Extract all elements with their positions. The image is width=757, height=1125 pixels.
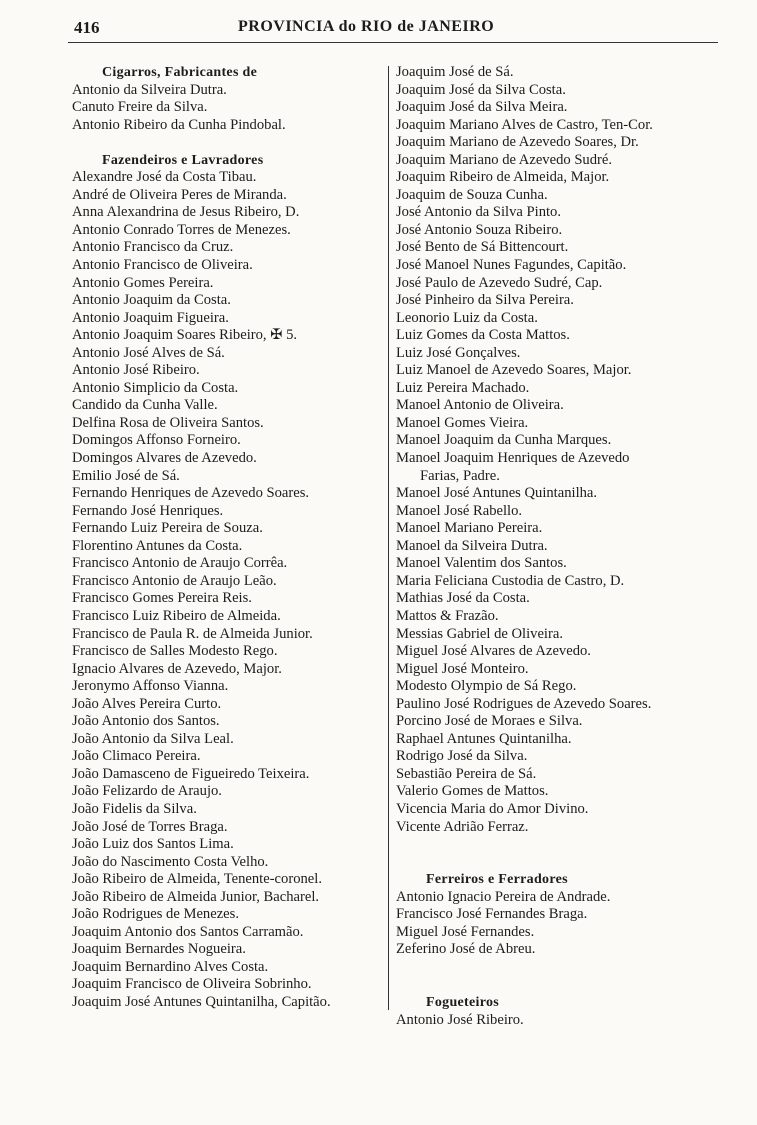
list-item: Raphael Antunes Quintanilha. — [396, 730, 572, 747]
list-item: José Manoel Nunes Fagundes, Capitão. — [396, 257, 627, 274]
list-item: João do Nascimento Costa Velho. — [72, 853, 269, 870]
list-item: Francisco de Paula R. de Almeida Junior. — [72, 625, 313, 642]
left-column — [72, 64, 386, 1012]
list-item: Joaquim Mariano de Azevedo Soares, Dr. — [396, 134, 639, 151]
list-item: Joaquim José Antunes Quintanilha, Capitão. — [72, 993, 331, 1010]
list-item: João Ribeiro de Almeida, Tenente-coronel. — [72, 871, 322, 888]
entry-list — [396, 1012, 714, 1030]
list-item: Joaquim Francisco de Oliveira Sobrinho. — [72, 976, 312, 993]
list-item: Antonio José Ribeiro. — [396, 1011, 524, 1028]
list-item: André de Oliveira Peres de Miranda. — [72, 186, 287, 203]
list-item: Delfina Rosa de Oliveira Santos. — [72, 414, 264, 431]
list-item: Jeronymo Affonso Vianna. — [72, 678, 229, 695]
list-item: Manoel Antonio de Oliveira. — [396, 397, 564, 414]
running-title: PROVINCIA do RIO de JANEIRO — [238, 18, 495, 35]
list-item: Fernando Henriques de Azevedo Soares. — [72, 485, 310, 502]
entry-list — [396, 485, 714, 836]
list-item: Florentino Antunes da Costa. — [72, 537, 243, 554]
list-item: Joaquim de Souza Cunha. — [396, 186, 548, 203]
list-item: João José de Torres Braga. — [72, 818, 228, 835]
list-item: João Luiz dos Santos Lima. — [72, 836, 234, 853]
section-heading: Fogueteiros — [426, 994, 500, 1010]
list-item: Mattos & Frazão. — [396, 607, 499, 624]
list-item: João Climaco Pereira. — [72, 748, 201, 765]
list-item: João Antonio da Silva Leal. — [72, 730, 234, 747]
list-item: Manoel Mariano Pereira. — [396, 520, 543, 537]
list-item: Antonio Francisco de Oliveira. — [72, 257, 253, 274]
spacer — [396, 854, 714, 872]
list-item: Ignacio Alvares de Azevedo, Major. — [72, 660, 282, 677]
spacer — [396, 959, 714, 977]
list-item: Joaquim Mariano de Azevedo Sudré. — [396, 151, 613, 168]
list-item: Antonio Conrado Torres de Menezes. — [72, 221, 291, 238]
list-item: Joaquim Antonio dos Santos Carramão. — [72, 923, 304, 940]
list-item: Antonio Ignacio Pereira de Andrade. — [396, 888, 611, 905]
list-item: Miguel José Monteiro. — [396, 660, 529, 677]
list-item: Antonio Joaquim da Costa. — [72, 292, 231, 309]
list-item: Manoel José Antunes Quintanilha. — [396, 485, 598, 502]
list-item: Mathias José da Costa. — [396, 590, 530, 607]
list-item-continuation: Farias, Padre. — [420, 467, 500, 484]
entry-list — [72, 169, 386, 1011]
page-header — [68, 18, 718, 40]
list-item: Antonio Joaquim Figueira. — [72, 309, 229, 326]
entry-list — [396, 889, 714, 959]
list-item: Luiz Pereira Machado. — [396, 379, 530, 396]
right-column — [396, 64, 714, 1029]
list-item: Manoel Joaquim da Cunha Marques. — [396, 432, 612, 449]
list-item: Manoel José Rabello. — [396, 502, 523, 519]
list-item: Francisco Luiz Ribeiro de Almeida. — [72, 607, 281, 624]
list-item: Antonio Gomes Pereira. — [72, 274, 214, 291]
list-item: José Antonio Souza Ribeiro. — [396, 221, 563, 238]
list-item: Manoel Gomes Vieira. — [396, 414, 529, 431]
list-item: Antonio Simplicio da Costa. — [72, 379, 239, 396]
column-divider — [388, 66, 389, 1010]
list-item: Miguel José Fernandes. — [396, 923, 535, 940]
list-item: Zeferino José de Abreu. — [396, 941, 536, 958]
list-item: Luiz Manoel de Azevedo Soares, Major. — [396, 362, 632, 379]
list-item: Valerio Gomes de Mattos. — [396, 783, 549, 800]
list-item: João Alves Pereira Curto. — [72, 695, 222, 712]
list-item: João Fidelis da Silva. — [72, 800, 197, 817]
list-item: Maria Feliciana Custodia de Castro, D. — [396, 572, 625, 589]
page-number: 416 — [74, 18, 100, 37]
list-item: Sebastião Pereira de Sá. — [396, 765, 537, 782]
list-item: Fernando Luiz Pereira de Souza. — [72, 520, 263, 537]
list-item: Francisco José Fernandes Braga. — [396, 906, 588, 923]
list-item: Luiz Gomes da Costa Mattos. — [396, 327, 570, 344]
list-item: José Antonio da Silva Pinto. — [396, 204, 561, 221]
list-item: Porcino José de Moraes e Silva. — [396, 713, 583, 730]
list-item: João Ribeiro de Almeida Junior, Bacharel. — [72, 888, 320, 905]
list-item: Francisco Antonio de Araujo Corrêa. — [72, 555, 288, 572]
list-item: Miguel José Alvares de Azevedo. — [396, 643, 591, 660]
list-item: Francisco Antonio de Araujo Leão. — [72, 572, 277, 589]
list-item: Domingos Affonso Forneiro. — [72, 432, 241, 449]
list-item: José Bento de Sá Bittencourt. — [396, 239, 569, 256]
list-item: Leonorio Luiz da Costa. — [396, 309, 538, 326]
list-item: Alexandre José da Costa Tibau. — [72, 169, 257, 186]
list-item: Luiz José Gonçalves. — [396, 344, 521, 361]
list-item: Joaquim Bernardino Alves Costa. — [72, 958, 269, 975]
list-item: Domingos Alvares de Azevedo. — [72, 450, 257, 467]
list-item: João Rodrigues de Menezes. — [72, 906, 239, 923]
list-item: Modesto Olympio de Sá Rego. — [396, 678, 577, 695]
spacer — [396, 836, 714, 854]
list-item: Antonio da Silveira Dutra. — [72, 81, 227, 98]
list-item: João Damasceno de Figueiredo Teixeira. — [72, 765, 310, 782]
list-item: Candido da Cunha Valle. — [72, 397, 218, 414]
list-item: Anna Alexandrina de Jesus Ribeiro, D. — [72, 204, 300, 221]
spacer — [396, 976, 714, 994]
list-item: Manoel da Silveira Dutra. — [396, 537, 548, 554]
list-item: Rodrigo José da Silva. — [396, 748, 528, 765]
list-item: Francisco Gomes Pereira Reis. — [72, 590, 252, 607]
list-item: Emilio José de Sá. — [72, 467, 180, 484]
list-item: Messias Gabriel de Oliveira. — [396, 625, 563, 642]
spacer — [72, 134, 386, 152]
list-item: Joaquim José da Silva Meira. — [396, 99, 568, 116]
list-item: José Paulo de Azevedo Sudré, Cap. — [396, 274, 603, 291]
list-item: João Antonio dos Santos. — [72, 713, 220, 730]
list-item: Antonio Francisco da Cruz. — [72, 239, 234, 256]
list-item: Paulino José Rodrigues de Azevedo Soares. — [396, 695, 652, 712]
section-heading: Fazendeiros e Lavradores — [102, 152, 264, 168]
entry-list — [396, 64, 714, 450]
list-item: Manoel Valentim dos Santos. — [396, 555, 567, 572]
list-item: Manoel Joaquim Henriques de Azevedo — [396, 450, 630, 467]
list-item: Joaquim Bernardes Nogueira. — [72, 941, 246, 958]
list-item: João Felizardo de Araujo. — [72, 783, 222, 800]
section-heading: Ferreiros e Ferradores — [426, 872, 568, 888]
list-item: Vicente Adrião Ferraz. — [396, 818, 529, 835]
list-item: Joaquim José de Sá. — [396, 64, 514, 80]
list-item: Antonio Joaquim Soares Ribeiro, ✠ 5. — [72, 327, 298, 344]
list-item: Antonio José Alves de Sá. — [72, 344, 225, 361]
list-item: Francisco de Salles Modesto Rego. — [72, 643, 278, 660]
section-heading: Cigarros, Fabricantes de — [102, 65, 258, 80]
list-item: Joaquim Mariano Alves de Castro, Ten-Cor. — [396, 116, 653, 133]
list-item: Antonio Ribeiro da Cunha Pindobal. — [72, 116, 286, 133]
list-item: Joaquim José da Silva Costa. — [396, 81, 566, 98]
list-item: Antonio José Ribeiro. — [72, 362, 200, 379]
list-item: Vicencia Maria do Amor Divino. — [396, 800, 589, 817]
list-item: José Pinheiro da Silva Pereira. — [396, 292, 574, 309]
list-item: Fernando José Henriques. — [72, 502, 224, 519]
list-item: Joaquim Ribeiro de Almeida, Major. — [396, 169, 610, 186]
header-rule — [68, 42, 718, 43]
list-item: Canuto Freire da Silva. — [72, 99, 208, 116]
